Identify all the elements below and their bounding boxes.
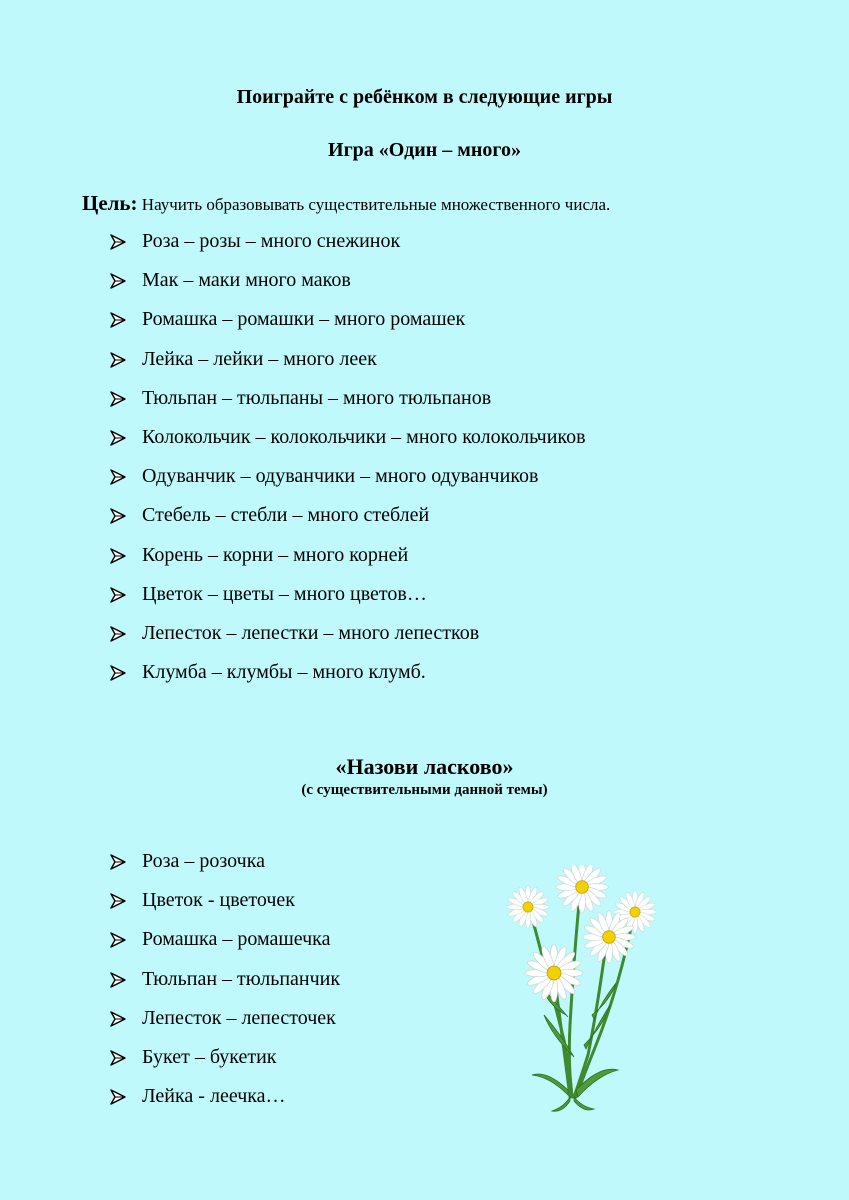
arrowhead-bullet-icon: [110, 893, 126, 909]
arrowhead-bullet-icon: [110, 854, 126, 870]
list-item-text: Лепесток – лепесточек: [142, 1006, 336, 1029]
list-item-text: Роза – розы – много снежинок: [142, 230, 401, 252]
page-title: Поиграйте с ребёнком в следующие игры: [236, 86, 613, 108]
list-item-text: Тюльпан – тюльпаны – много тюльпанов: [142, 386, 492, 409]
arrowhead-bullet-icon: [110, 312, 126, 328]
game1-title: Игра «Один – много»: [328, 139, 521, 161]
list-item-text: Колокольчик – колокольчики – много колокольчиков: [142, 425, 586, 448]
arrowhead-bullet-icon: [110, 352, 126, 368]
game2-subtitle: (с существительными данной темы): [301, 782, 548, 798]
arrowhead-bullet-icon: [110, 1011, 126, 1027]
arrowhead-bullet-icon: [110, 587, 126, 603]
list-item-text: Ромашка – ромашечка: [142, 928, 331, 951]
arrowhead-bullet-icon: [110, 391, 126, 407]
arrowhead-bullet-icon: [110, 508, 126, 524]
arrowhead-bullet-icon: [110, 932, 126, 948]
arrowhead-bullet-icon: [110, 665, 126, 681]
list-item-text: Тюльпан – тюльпанчик: [142, 967, 341, 990]
list-item-text: Лепесток – лепестки – много лепестков: [142, 621, 480, 644]
list-item-text: Клумба – клумбы – много клумб.: [142, 661, 426, 684]
arrowhead-bullet-icon: [110, 469, 126, 485]
arrowhead-bullet-icon: [110, 626, 126, 642]
list-item-text: Роза – розочка: [142, 850, 266, 872]
arrowhead-bullet-icon: [110, 430, 126, 446]
list-item-text: Цветок – цветы – много цветов…: [142, 582, 427, 605]
goal-text: Научить образовывать существительные множественного числа.: [141, 195, 611, 214]
game2-title: «Назови ласково»: [335, 754, 514, 779]
list-item-text: Корень – корни – много корней: [142, 543, 409, 566]
list-item-text: Цветок - цветочек: [142, 889, 296, 912]
list-item-text: Мак – маки много маков: [142, 269, 351, 292]
list-item-text: Одуванчик – одуванчики – много одуванчиков: [142, 465, 539, 488]
arrowhead-bullet-icon: [110, 273, 126, 289]
arrowhead-bullet-icon: [110, 234, 126, 250]
list-item-text: Стебель – стебли – много стеблей: [142, 504, 430, 527]
goal-label: Цель:: [82, 191, 138, 215]
arrowhead-bullet-icon: [110, 548, 126, 564]
goal-line: [82, 190, 610, 218]
arrowhead-bullet-icon: [110, 972, 126, 988]
arrowhead-bullet-icon: [110, 1089, 126, 1105]
list-item-text: Лейка – лейки – много леек: [142, 347, 377, 370]
list-item-text: Ромашка – ромашки – много ромашек: [142, 308, 466, 331]
list-item-text: Букет – букетик: [142, 1045, 277, 1068]
daisy-bouquet-icon: [492, 865, 672, 1115]
list-item-text: Лейка - леечка…: [142, 1085, 286, 1108]
arrowhead-bullet-icon: [110, 1050, 126, 1066]
